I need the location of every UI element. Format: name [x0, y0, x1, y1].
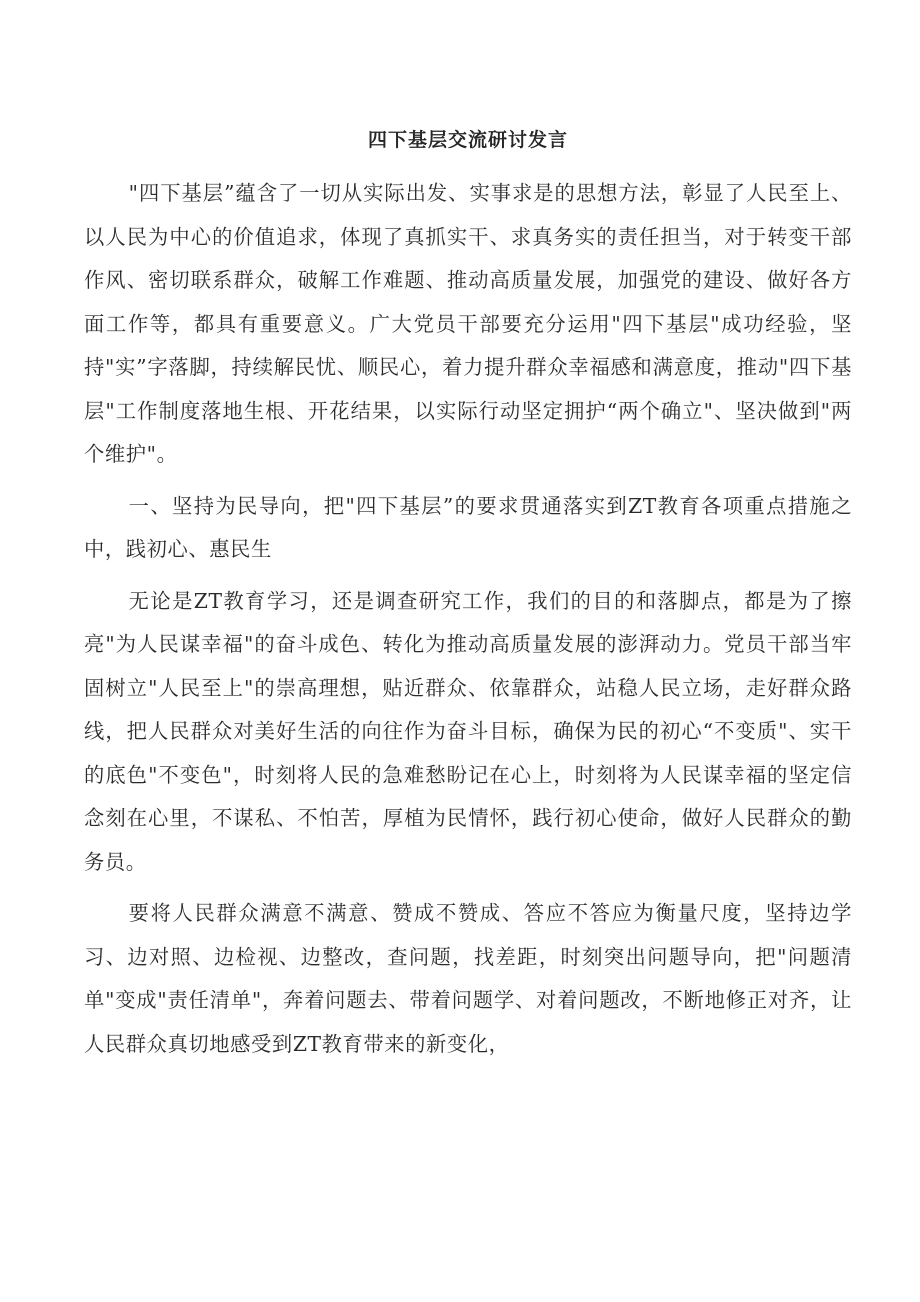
intro-paragraph: "四下基层”蕴含了一切从实际出发、实事求是的思想方法，彰显了人民至上、以人民为中心的价值追求，体现了真抓实干、求真务实的责任担当，对于转变干部作风、密切联系群众，破解工作难题、推动高质量发展，加强党的建设、做好各方面工作等，都具有重要意义。广大党员干部要充分运用"四下基层"成功经验，坚持"实”字落脚，持续解民忧、顺民心，着力提升群众幸福感和满意度，推动"四下基层"工作制度落地生根、开花结果，以实际行动坚定拥护“两个确立"、坚决做到"两个维护"。 — [84, 181, 852, 466]
document-title: 四下基层交流研讨发言 — [367, 129, 568, 151]
document-page — [84, 118, 852, 1074]
body-paragraph-1: 无论是ZT教育学习，还是调查研究工作，我们的目的和落脚点，都是为了擦亮"为人民谋幸福"的奋斗成色、转化为推动高质量发展的澎湃动力。党员干部当牢固树立"人民至上"的崇高理想，贴近群众、依靠群众，站稳人民立场，走好群众路线，把人民群众对美好生活的向往作为奋斗目标，确保为民的初心“不变质"、实干的底色"不变色"，时刻将人民的急难愁盼记在心上，时刻将为人民谋幸福的坚定信念刻在心里，不谋私、不怕苦，厚植为民情怀，践行初心使命，做好人民群众的勤务员。 — [84, 588, 852, 874]
body-paragraph-2: 要将人民群众满意不满意、赞成不赞成、答应不答应为衡量尺度，坚持边学习、边对照、边检视、边整改，查问题，找差距，时刻突出问题导向，把"问题清单"变成"责任清单"，奔着问题去、带着问题学、对着问题改，不断地修正对齐，让人民群众真切地感受到ZT教育带来的新变化， — [84, 901, 852, 1056]
section-heading-1: 一、坚持为民导向，把"四下基层”的要求贯通落实到ZT教育各项重点措施之中，践初心、惠民生 — [84, 493, 852, 561]
